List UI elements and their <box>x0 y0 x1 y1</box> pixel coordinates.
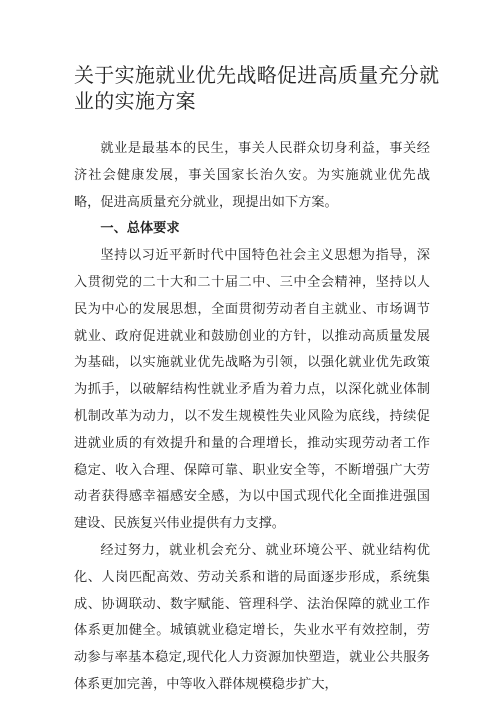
document-title: 关于实施就业优先战略促进高质量充分就业的实施方案 <box>74 63 440 113</box>
section-heading: 一、总体要求 <box>100 221 180 237</box>
goals-paragraph: 经过努力，就业机会充分、就业环境公平、就业结构优化、人岗匹配高效、劳动关系和谐的局面逐步形成，系统集成、协调联动、数字赋能、管理科学、法治保障的就业工作体系更加健全。城镇就业稳定增长，失业水平有效控制，劳动参与率基本稳定,现代化人力资源加快塑造，就业公共服务体系更加完善，中等收入群体规模稳步扩大， <box>74 542 430 692</box>
guiding-principle-paragraph: 坚持以习近平新时代中国特色社会主义思想为指导，深入贯彻党的二十大和二十届二中、三中全会精神，坚持以人民为中心的发展思想，全面贯彻劳动者自主就业、市场调节就业、政府促进就业和鼓励创业的方针，以推动高质量发展为基础，以实施就业优先战略为引领，以强化就业优先政策为抓手，以破解结构性就业矛盾为着力点，以深化就业体制机制改革为动力，以不发生规模性失业风险为底线，持续促进就业质的有效提升和量的合理增长，推动实现劳动者工作稳定、收入合理、保障可靠、职业安全等，不断增强广大劳动者获得感幸福感安全感，为以中国式现代化全面推进强国建设、民族复兴伟业提供有力支撑。 <box>74 248 430 532</box>
document-body <box>74 136 430 699</box>
intro-paragraph: 就业是最基本的民生，事关人民群众切身利益，事关经济社会健康发展，事关国家长治久安。为实施就业优先战略，促进高质量充分就业，现提出如下方案。 <box>74 141 430 210</box>
